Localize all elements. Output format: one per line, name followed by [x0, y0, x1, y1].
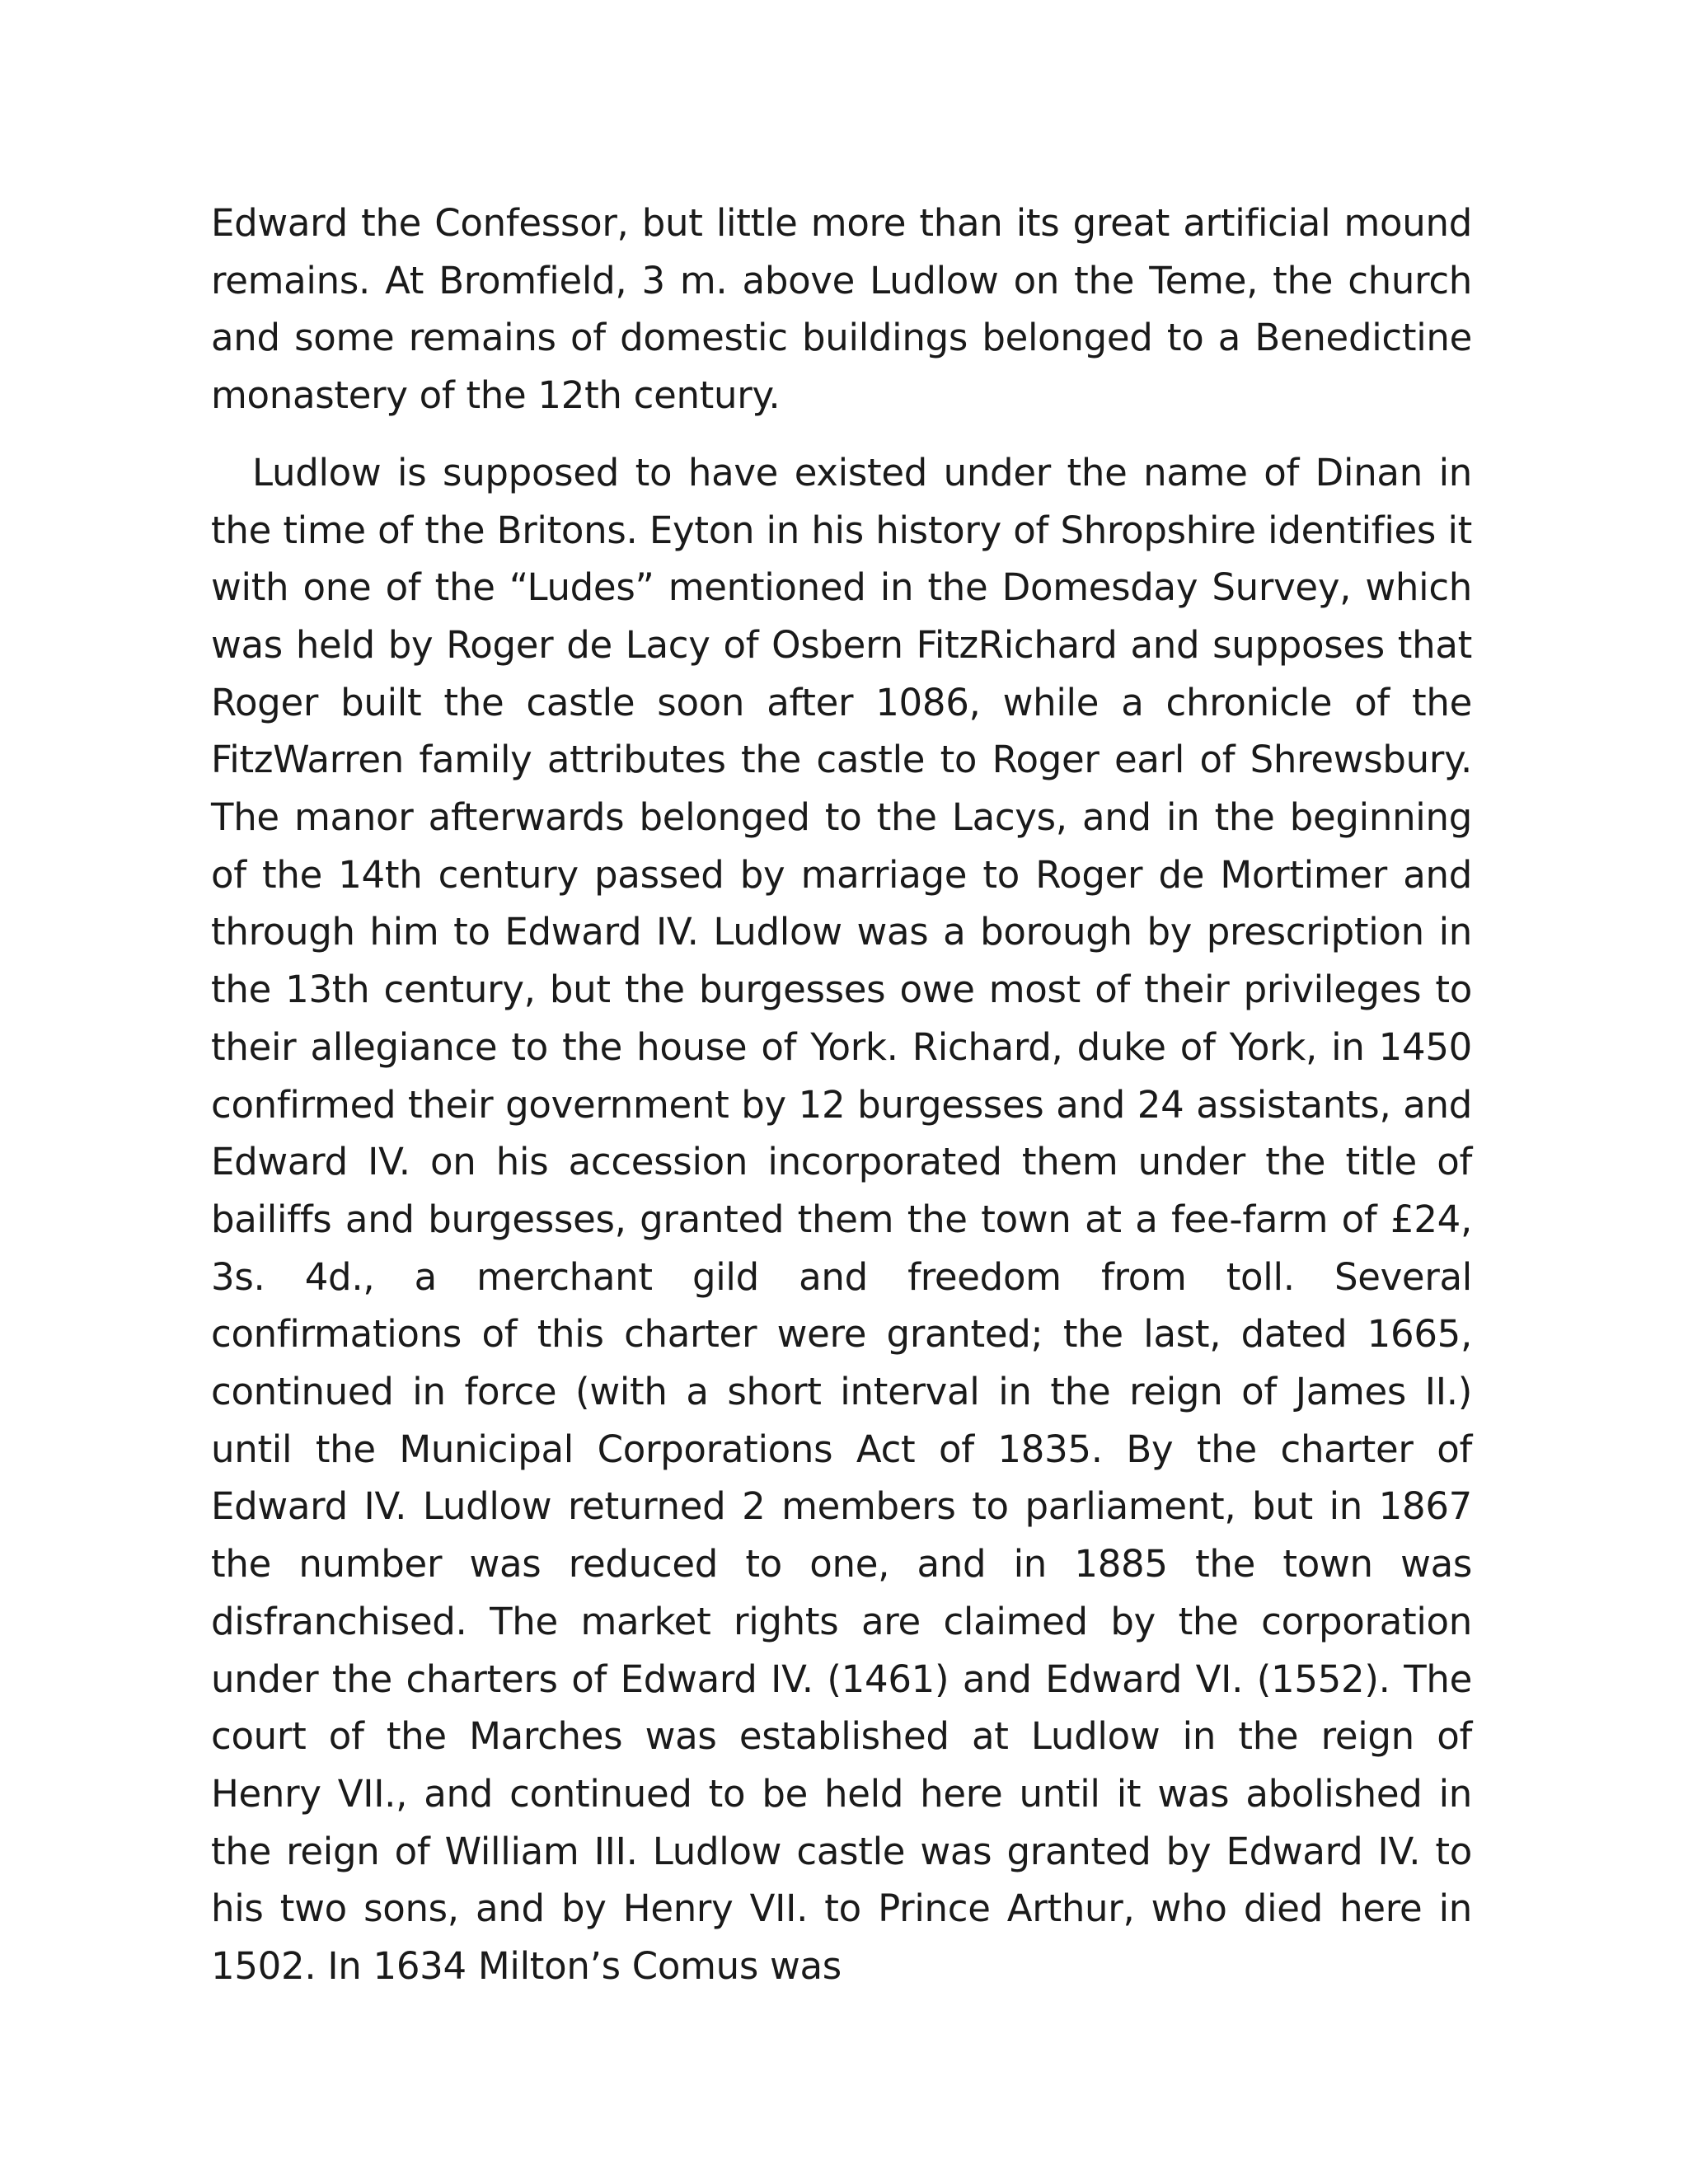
paragraph-2: Ludlow is supposed to have existed under the name of Dinan in the time of the Britons. Eyton in his history of Shropshire identifies it with one of the “Ludes” mentioned in the Domesday Survey, which was held by Roger de Lacy of Osbern FitzRichard and supposes that Roger built the castle soon after 1086, while a chronicle of the FitzWarren family attributes the castle to Roger earl of Shrewsbury. The manor afterwards belonged to the Lacys, and in the beginning of the 14th century passed by marriage to Roger de Mortimer and through him to Edward IV. Ludlow was a borough by prescription in the 13th century, but the burgesses owe most of their privileges to their allegiance to the house of York. Richard, duke of York, in 1450 confirmed their government by 12 burgesses and 24 assistants, and Edward IV. on his accession incorporated them under the title of bailiffs and burgesses, granted them the town at a fee-farm of £24, 3s. 4d., a merchant gild and freedom from toll. Several confirmations of this charter were granted; the last, dated 1665, continued in force (with a short interval in the reign of James II.) until the Municipal Corporations Act of 1835. By the charter of Edward IV. Ludlow returned 2 members to parliament, but in 1867 the number was reduced to one, and in 1885 the town was disfranchised. The market rights are claimed by the corporation under the charters of Edward IV. (1461) and Edward VI. (1552). The court of the Marches was established at Ludlow in the reign of Henry VII., and continued to be held here until it was abolished in the reign of William III. Ludlow castle was granted by Edward IV. to his two sons, and by Henry VII. to Prince Arthur, who died here in 1502. In 1634 Milton’s Comus was — [211, 450, 1472, 1989]
document-page — [211, 194, 1472, 1995]
paragraph-1: Edward the Confessor, but little more than its great artificial mound remains. At Bromfield, 3 m. above Ludlow on the Teme, the church and some remains of domestic buildings belonged to a Benedictine monastery of the 12th century. — [211, 201, 1472, 418]
